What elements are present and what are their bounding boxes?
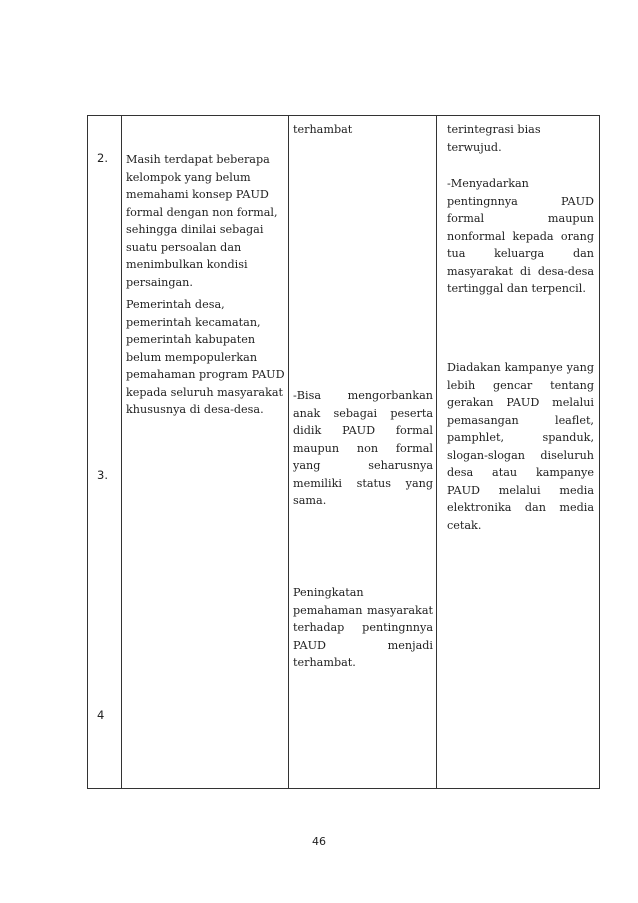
row-number-3: 3.: [97, 468, 108, 482]
row-number-4: 4: [97, 708, 105, 722]
solution-text-1: terintegrasi bias terwujud.: [447, 123, 541, 154]
problem-text-2: Pemerintah desa, pemerintah kecamatan, pemerintah kabupaten belum mempopulerkan pemahaman program PAUD kepada seluruh masyarakat khususnya di desa-desa.: [126, 298, 285, 416]
solution-text-2: -Menyadarkan pentingnnya PAUD formal maupun nonformal kepada orang tua keluarga dan masyarakat di desa-desa tertinggal dan terpencil.: [447, 177, 594, 295]
row-number-2: 2.: [97, 151, 108, 165]
impact-text-1: terhambat: [293, 123, 353, 136]
page-number: 46: [312, 835, 326, 848]
document-table: [87, 115, 600, 789]
solution-text-3: Diadakan kampanye yang lebih gencar tentang gerakan PAUD melalui pemasangan leaflet, pamphlet, spanduk, slogan-slogan diseluruh desa atau kampanye PAUD melalui media elektronika dan media cetak.: [447, 361, 594, 532]
problem-text-1: Masih terdapat beberapa kelompok yang belum memahami konsep PAUD formal dengan non formal, sehingga dinilai sebagai suatu persoalan dan menimbulkan kondisi persaingan.: [126, 153, 278, 289]
column-divider: [436, 116, 437, 788]
column-divider: [288, 116, 289, 788]
impact-text-3: Peningkatan pemahaman masyarakat terhadap pentingnnya PAUD menjadi terhambat.: [293, 586, 433, 669]
impact-text-2: -Bisa mengorbankan anak sebagai peserta didik PAUD formal maupun non formal yang seharusnya memiliki status yang sama.: [293, 389, 433, 507]
column-divider: [121, 116, 122, 788]
